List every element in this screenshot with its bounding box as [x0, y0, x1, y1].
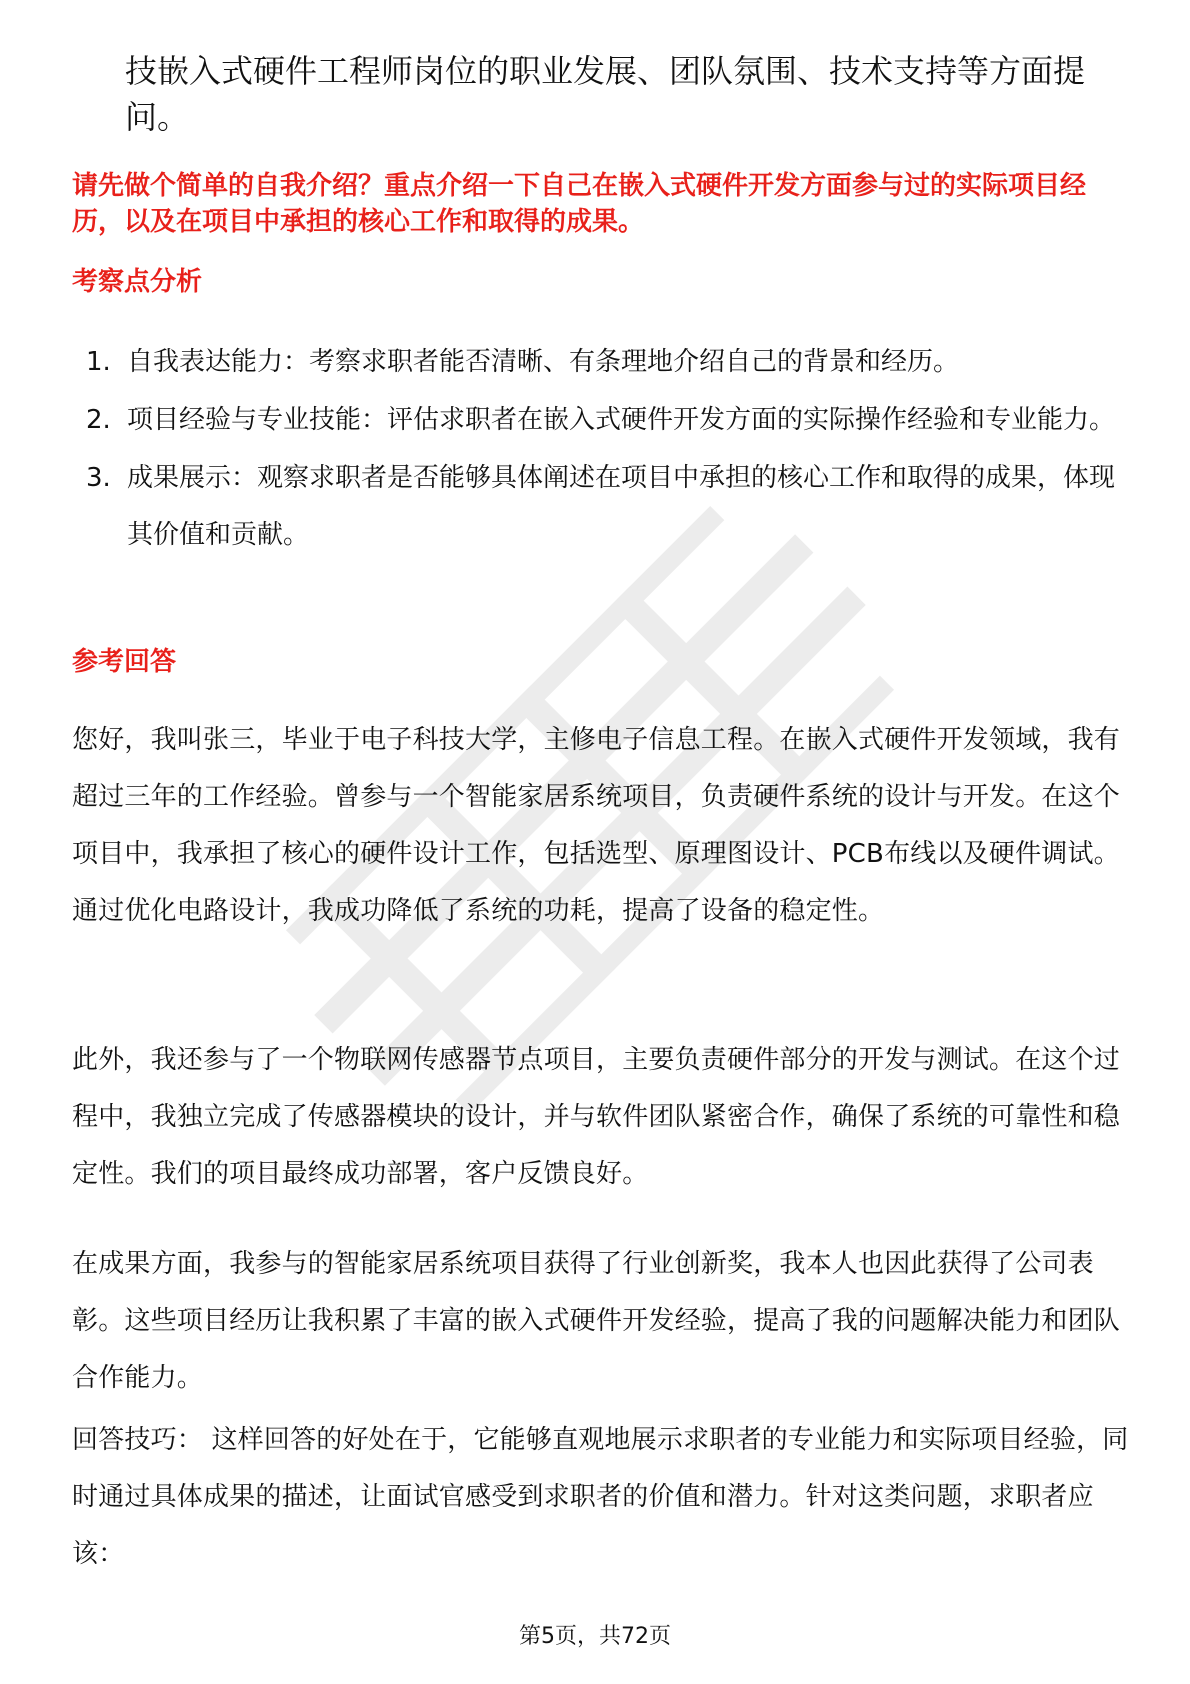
- list-item-text: 成果展示：观察求职者是否能够具体阐述在项目中承担的核心工作和取得的成果，体现其价值和贡献。: [127, 463, 1116, 550]
- list-number: 2.: [86, 405, 111, 435]
- section-title-analysis: 考察点分析: [72, 267, 203, 297]
- answer-paragraph: 在成果方面，我参与的智能家居系统项目获得了行业创新奖，我本人也因此获得了公司表彰。这些项目经历让我积累了丰富的嵌入式硬件开发经验，提高了我的问题解决能力和团队合作能力。: [72, 1249, 1121, 1393]
- list-item: [72, 392, 1132, 449]
- page-number-footer: 第5页，共72页: [519, 1624, 671, 1649]
- section-title-answer: 参考回答: [72, 647, 177, 677]
- answer-tips-paragraph: 回答技巧： 这样回答的好处在于，它能够直观地展示求职者的专业能力和实际项目经验，同时通过具体成果的描述，让面试官感受到求职者的价值和潜力。针对这类问题，求职者应该：: [72, 1425, 1129, 1569]
- list-number: 3.: [86, 463, 111, 493]
- list-item: [72, 450, 1132, 564]
- list-item-text: 项目经验与专业技能：评估求职者在嵌入式硬件开发方面的实际操作经验和专业能力。: [127, 405, 1116, 435]
- answer-paragraph: 您好，我叫张三，毕业于电子科技大学，主修电子信息工程。在嵌入式硬件开发领域，我有超过三年的工作经验。曾参与一个智能家居系统项目，负责硬件系统的设计与开发。在这个项目中，我承担了核心的硬件设计工作，包括选型、原理图设计、PCB布线以及硬件调试。通过优化电路设计，我成功降低了系统的功耗，提高了设备的稳定性。: [72, 725, 1121, 926]
- list-item: [72, 334, 1132, 391]
- list-number: 1.: [86, 347, 111, 377]
- analysis-list: [72, 334, 1132, 565]
- interview-question: 请先做个简单的自我介绍？重点介绍一下自己在嵌入式硬件开发方面参与过的实际项目经历，以及在项目中承担的核心工作和取得的成果。: [72, 171, 1087, 237]
- answer-paragraph: 此外，我还参与了一个物联网传感器节点项目，主要负责硬件部分的开发与测试。在这个过程中，我独立完成了传感器模块的设计，并与软件团队紧密合作，确保了系统的可靠性和稳定性。我们的项目最终成功部署，客户反馈良好。: [72, 1045, 1121, 1189]
- lead-text: 技嵌入式硬件工程师岗位的职业发展、团队氛围、技术支持等方面提问。: [125, 52, 1086, 136]
- list-item-text: 自我表达能力：考察求职者能否清晰、有条理地介绍自己的背景和经历。: [127, 347, 960, 377]
